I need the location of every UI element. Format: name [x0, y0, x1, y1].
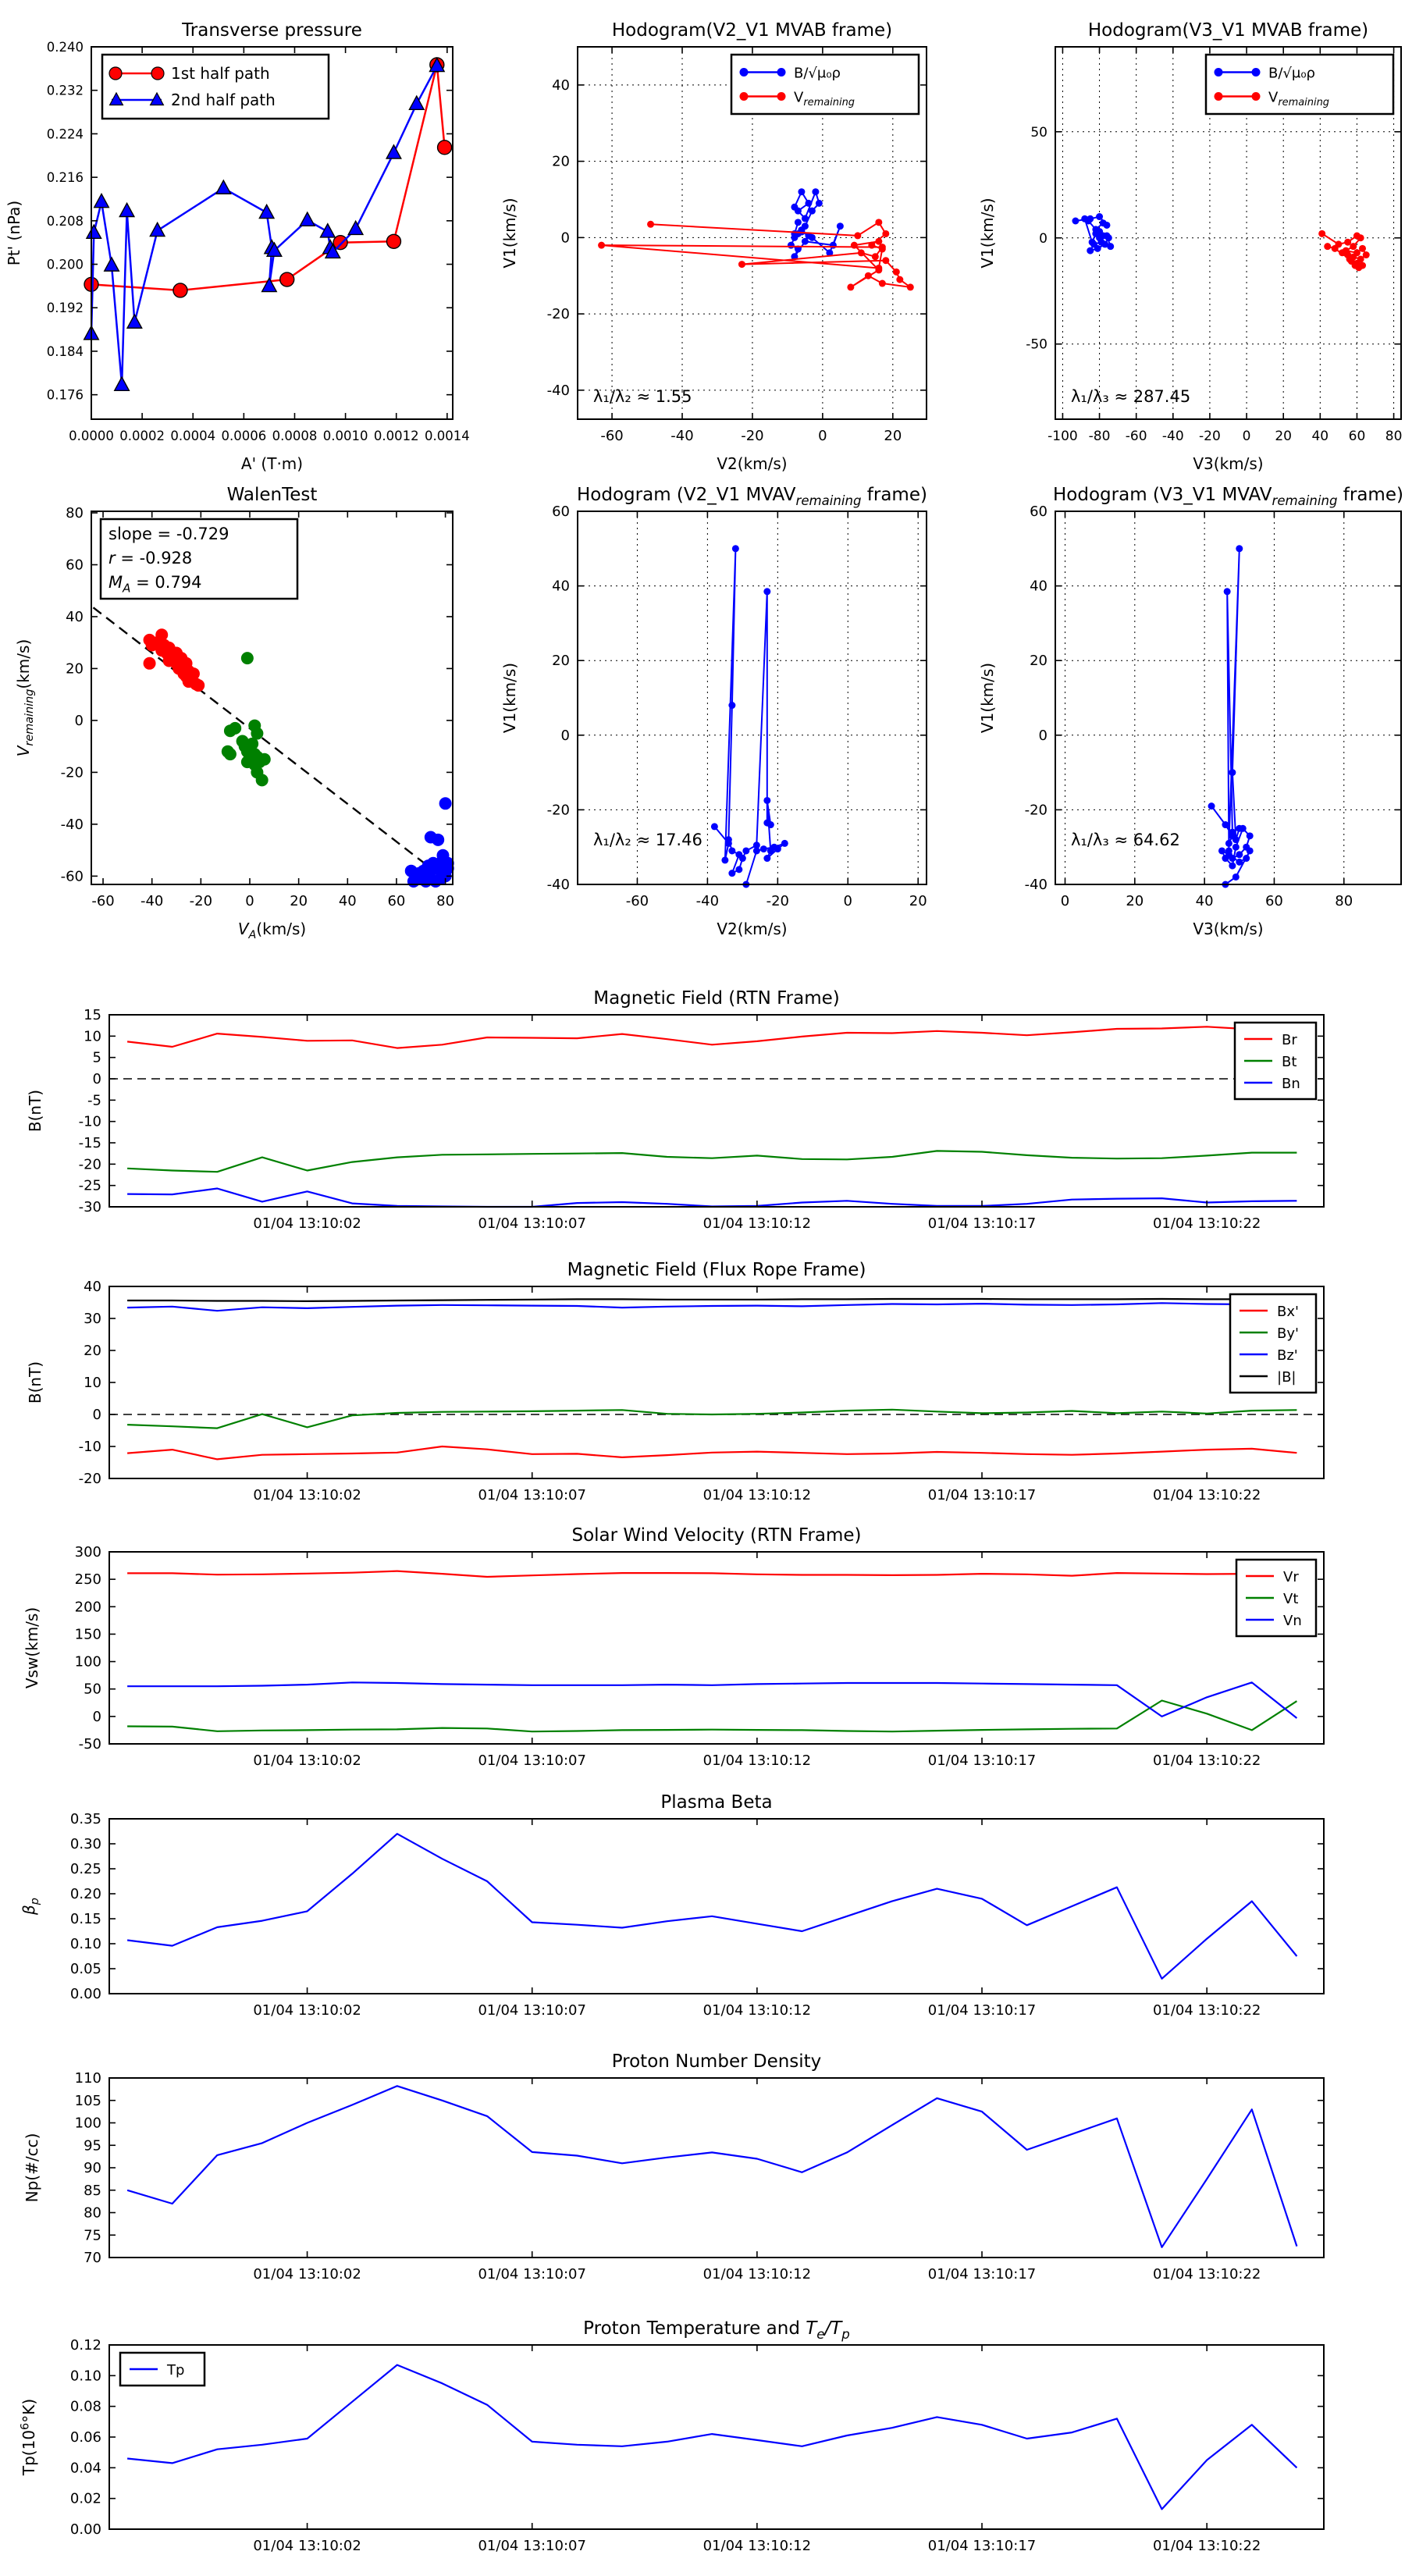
x-tick-label: 60 [387, 893, 406, 909]
x-tick-label: 01/04 13:10:12 [702, 1752, 812, 1769]
series-Np [127, 2086, 1297, 2247]
x-tick-label: 01/04 13:10:02 [253, 1752, 361, 1769]
y-tick-label: 75 [84, 2227, 101, 2244]
y-tick-label: 0.224 [46, 126, 84, 142]
chart-title: Hodogram (V2_V1 $MVAV_{remaining}$ frame) [577, 485, 927, 508]
y-tick-label: 30 [84, 1311, 101, 1327]
x-tick-label: 01/04 13:10:07 [478, 2266, 586, 2282]
x-tick-label: -20 [189, 893, 213, 909]
y-tick-label: 0.30 [69, 1836, 101, 1852]
y-tick-label: -50 [1026, 336, 1048, 353]
x-tick-label: 01/04 13:10:12 [702, 2002, 812, 2019]
y-tick-label: -10 [78, 1439, 101, 1455]
x-tick-label: 20 [909, 893, 927, 909]
chart-magnetic-field-rtn [26, 988, 1324, 1232]
chart-proton-number-density [23, 2051, 1324, 2282]
y-tick-label: 110 [74, 2070, 101, 2087]
x-axis-label: $V_A(km/s)$ [237, 920, 307, 942]
series-Bz-prime [127, 1303, 1297, 1311]
annotation-text: slope = -0.729 [108, 525, 229, 543]
y-tick-label: 0.04 [69, 2460, 101, 2477]
legend-label: Bt [1282, 1054, 1297, 1070]
x-tick-label: -60 [600, 428, 624, 444]
legend-label: Vt [1283, 1591, 1299, 1607]
x-tick-label: 01/04 13:10:12 [702, 2266, 812, 2282]
y-tick-label: 20 [552, 653, 570, 670]
legend-label: Br [1282, 1032, 1297, 1048]
x-tick-label: 01/04 13:10:12 [702, 1487, 812, 1503]
y-tick-label: 0 [92, 1071, 101, 1087]
y-tick-label: -10 [78, 1113, 101, 1130]
y-axis-label: B(nT) [26, 1089, 44, 1133]
legend-label: |B| [1277, 1369, 1297, 1386]
y-tick-label: 0.10 [69, 2368, 101, 2385]
annotation-text: λ₁/λ₃ ≈ 287.45 [1071, 387, 1191, 406]
y-tick-label: -50 [78, 1736, 101, 1752]
x-tick-label: 0 [1242, 429, 1251, 444]
y-tick-label: 40 [552, 578, 570, 595]
y-tick-label: 60 [1030, 503, 1048, 520]
y-tick-label: 0 [74, 712, 84, 729]
x-tick-label: 01/04 13:10:22 [1152, 1752, 1261, 1769]
chart-transverse-pressure [5, 20, 470, 473]
y-tick-label: 0.192 [46, 301, 84, 316]
chart-title: Proton Number Density [611, 2051, 822, 2072]
x-tick-label: -60 [91, 893, 115, 909]
x-tick-label: 20 [884, 428, 902, 444]
x-axis-label: A' (T·m) [240, 454, 304, 473]
y-tick-label: 0.00 [69, 1986, 101, 2002]
y-tick-label: 15 [84, 1007, 101, 1023]
series-Bn [127, 1189, 1297, 1208]
x-tick-label: 0.0008 [272, 429, 318, 443]
y-tick-label: 100 [74, 1653, 101, 1670]
chart-title: Hodogram(V2_V1 MVAB frame) [611, 20, 893, 41]
x-tick-label: 40 [1311, 429, 1329, 444]
y-tick-label: 80 [84, 2204, 101, 2222]
y-axis-label: V1(km/s) [978, 662, 997, 734]
y-tick-label: 0.176 [46, 387, 84, 403]
x-tick-label: 01/04 13:10:17 [927, 1487, 1037, 1503]
x-tick-label: -40 [695, 893, 720, 909]
y-tick-label: 85 [84, 2182, 101, 2199]
y-tick-label: 0.12 [69, 2337, 101, 2354]
y-axis-label: V1(km/s) [978, 197, 997, 269]
y-tick-label: 250 [74, 1571, 101, 1589]
y-tick-label: -60 [60, 868, 84, 885]
x-tick-label: -40 [670, 428, 694, 444]
y-tick-label: 70 [84, 2250, 101, 2266]
x-tick-label: 20 [290, 893, 308, 909]
x-tick-label: 01/04 13:10:07 [478, 1752, 586, 1769]
x-tick-label: 0 [245, 893, 254, 909]
y-tick-label: 0 [1039, 230, 1048, 247]
y-tick-label: 0.35 [69, 1811, 101, 1827]
x-tick-label: 01/04 13:10:17 [927, 2538, 1037, 2554]
x-tick-label: 01/04 13:10:17 [927, 2002, 1037, 2019]
y-tick-label: 0.25 [69, 1861, 101, 1877]
x-axis-label: V3(km/s) [1193, 920, 1264, 938]
chart-title: Hodogram(V3_V1 MVAB frame) [1087, 20, 1369, 41]
x-tick-label: 80 [1385, 429, 1403, 444]
chart-hodogram-v2v1-mvab [500, 20, 927, 473]
x-tick-label: 01/04 13:10:02 [253, 2538, 361, 2554]
chart-title: Hodogram (V3_V1 $MVAV_{remaining}$ frame) [1053, 485, 1403, 508]
x-tick-label: 01/04 13:10:22 [1152, 1487, 1261, 1503]
y-tick-label: 0 [92, 1407, 101, 1423]
series-Bx-prime [127, 1446, 1297, 1459]
x-tick-label: 60 [1348, 429, 1366, 444]
x-tick-label: 01/04 13:10:22 [1152, 2002, 1261, 2019]
chart-proton-temperature [19, 2318, 1324, 2554]
y-tick-label: 0.184 [46, 343, 84, 359]
y-axis-label: V1(km/s) [500, 662, 519, 734]
y-axis-label: $Tp(10^6^\circ K)$ [19, 2398, 38, 2476]
y-tick-label: 100 [74, 2115, 101, 2132]
y-tick-label: 0 [1038, 727, 1048, 744]
annotation-text: λ₁/λ₃ ≈ 64.62 [1071, 831, 1180, 849]
series-Br [127, 1026, 1297, 1048]
y-tick-label: -40 [60, 816, 84, 833]
y-tick-label: -40 [1024, 877, 1048, 893]
x-tick-label: 20 [1126, 893, 1144, 909]
legend-label: Bx' [1277, 1304, 1299, 1320]
y-tick-label: -40 [546, 877, 570, 893]
y-tick-label: 0.05 [69, 1961, 101, 1977]
x-tick-label: 01/04 13:10:07 [478, 2002, 586, 2019]
x-tick-label: 0.0006 [221, 429, 267, 443]
y-tick-label: 0.06 [69, 2429, 101, 2446]
y-axis-label: V1(km/s) [500, 197, 519, 269]
series-v-remaining-path [714, 549, 784, 884]
x-tick-label: 80 [1335, 893, 1353, 909]
y-tick-label: 300 [74, 1544, 101, 1560]
legend-label: Bn [1282, 1076, 1300, 1092]
y-tick-label: -30 [78, 1199, 101, 1215]
y-tick-label: 0 [560, 229, 570, 247]
x-tick-label: 01/04 13:10:12 [702, 1215, 812, 1232]
y-tick-label: 0.240 [46, 40, 84, 55]
y-tick-label: -15 [78, 1135, 101, 1151]
x-tick-label: -60 [625, 893, 649, 909]
x-tick-label: 0 [843, 893, 852, 909]
y-tick-label: 20 [1030, 653, 1048, 670]
y-tick-label: 150 [74, 1626, 101, 1643]
series-Bt [127, 1151, 1297, 1172]
annotation-text: r = -0.928 [108, 549, 193, 568]
x-tick-label: -20 [741, 428, 764, 444]
y-tick-label: 0.10 [69, 1936, 101, 1952]
x-tick-label: 01/04 13:10:02 [253, 1487, 361, 1503]
y-tick-label: 0.00 [69, 2521, 101, 2538]
x-tick-label: 0 [1060, 893, 1070, 909]
y-axis-label: Pt' (nPa) [5, 200, 23, 266]
x-tick-label: 01/04 13:10:12 [702, 2538, 812, 2554]
y-tick-label: -20 [1024, 802, 1048, 819]
x-tick-label: 0 [818, 428, 827, 444]
x-tick-label: 80 [436, 893, 455, 909]
legend-label: Vn [1283, 1613, 1302, 1629]
x-tick-label: 0.0010 [322, 429, 368, 443]
y-tick-label: -40 [546, 382, 570, 399]
y-tick-label: 10 [84, 1375, 101, 1391]
legend-label: $V_{remaining}$ [794, 89, 855, 109]
y-tick-label: -20 [78, 1156, 101, 1173]
x-tick-label: 40 [338, 893, 357, 909]
y-tick-label: 90 [84, 2160, 101, 2176]
y-tick-label: -20 [546, 802, 570, 819]
y-axis-label: Np(#/cc) [23, 2133, 41, 2203]
chart-solar-wind-velocity [23, 1525, 1324, 1769]
y-tick-label: 0 [92, 1708, 101, 1725]
legend-label: 1st half path [171, 64, 270, 83]
x-tick-label: 0.0014 [424, 429, 470, 443]
chart-title: Transverse pressure [182, 20, 362, 41]
chart-hodogram-v2v1-mvav [500, 485, 927, 938]
y-axis-label: $\beta_p$ [20, 1898, 42, 1915]
x-tick-label: 0.0004 [170, 429, 216, 443]
x-tick-label: 01/04 13:10:22 [1152, 1215, 1261, 1232]
x-tick-label: 0.0000 [69, 429, 114, 443]
series-Vn [127, 1682, 1297, 1718]
y-axis-label: Vsw(km/s) [23, 1606, 41, 1689]
x-tick-label: 01/04 13:10:07 [478, 1215, 586, 1232]
legend-label: 2nd half path [171, 91, 276, 109]
chart-magnetic-field-flux-rope [26, 1260, 1324, 1503]
x-tick-label: 01/04 13:10:02 [253, 2002, 361, 2019]
x-axis-label: V2(km/s) [717, 920, 788, 938]
y-tick-label: 20 [66, 660, 84, 678]
y-tick-label: -20 [78, 1471, 101, 1487]
chart-title: WalenTest [226, 485, 318, 505]
x-axis-label: V3(km/s) [1193, 454, 1264, 473]
legend-label: B/√μ₀ρ [1268, 65, 1315, 82]
legend-label: Vr [1283, 1569, 1299, 1585]
x-tick-label: -80 [1088, 429, 1111, 444]
series-B-magnitude [127, 1299, 1297, 1301]
y-tick-label: 0.08 [69, 2398, 101, 2415]
series-Tp [127, 2365, 1297, 2510]
x-tick-label: 0.0002 [119, 429, 165, 443]
y-tick-label: 0.02 [69, 2490, 101, 2507]
y-tick-label: 40 [552, 76, 570, 94]
series-Vr [127, 1571, 1297, 1577]
series-fit-line [94, 607, 448, 881]
x-tick-label: 01/04 13:10:02 [253, 1215, 361, 1232]
legend-label: B/√μ₀ρ [794, 65, 841, 82]
x-tick-label: -40 [1161, 429, 1184, 444]
y-tick-label: 105 [74, 2092, 101, 2109]
y-tick-label: 50 [84, 1681, 101, 1698]
y-tick-label: 0.208 [46, 213, 84, 229]
x-tick-label: 01/04 13:10:17 [927, 1752, 1037, 1769]
x-tick-label: -20 [1199, 429, 1221, 444]
y-tick-label: 95 [84, 2137, 101, 2154]
y-tick-label: 50 [1030, 124, 1048, 141]
chart-title: Solar Wind Velocity (RTN Frame) [571, 1525, 862, 1546]
x-tick-label: 01/04 13:10:17 [927, 2266, 1037, 2282]
x-tick-label: 0.0012 [373, 429, 419, 443]
y-tick-label: 80 [66, 504, 84, 521]
legend-label: $V_{remaining}$ [1268, 89, 1330, 109]
y-tick-label: -20 [546, 306, 570, 323]
chart-title: Magnetic Field (RTN Frame) [593, 988, 840, 1009]
y-tick-label: 0.232 [46, 83, 84, 98]
x-tick-label: 20 [1275, 429, 1293, 444]
series-By-prime [127, 1410, 1297, 1429]
y-tick-label: 40 [84, 1279, 101, 1295]
y-tick-label: 0 [560, 727, 570, 744]
y-tick-label: 0.216 [46, 170, 84, 186]
legend-box [1230, 1294, 1316, 1393]
y-tick-label: 20 [552, 153, 570, 170]
chart-title: Plasma Beta [660, 1792, 773, 1813]
chart-hodogram-v3v1-mvab [978, 20, 1402, 473]
chart-plasma-beta [20, 1792, 1324, 2019]
y-tick-label: -25 [78, 1177, 101, 1194]
series-beta-p [127, 1834, 1297, 1979]
y-tick-label: 0.20 [69, 1886, 101, 1902]
y-tick-label: 40 [66, 608, 84, 625]
y-tick-label: 10 [84, 1028, 101, 1045]
y-tick-label: -20 [60, 764, 84, 781]
y-tick-label: 20 [84, 1343, 101, 1359]
x-axis-label: V2(km/s) [717, 454, 788, 473]
x-tick-label: -40 [140, 893, 164, 909]
y-tick-label: 5 [92, 1049, 101, 1066]
y-tick-label: 60 [552, 503, 570, 520]
x-tick-label: 01/04 13:10:07 [478, 2538, 586, 2554]
x-tick-label: 40 [1195, 893, 1214, 909]
y-axis-label: $V_{remaining}(km/s)$ [14, 639, 37, 757]
legend-label: Tp [167, 2362, 185, 2379]
chart-walen-test [14, 485, 454, 941]
chart-title: Magnetic Field (Flux Rope Frame) [567, 1260, 866, 1280]
x-tick-label: -60 [1125, 429, 1147, 444]
x-tick-label: 60 [1264, 893, 1283, 909]
x-tick-label: 01/04 13:10:07 [478, 1487, 586, 1503]
y-tick-label: -5 [87, 1092, 101, 1109]
legend-label: By' [1277, 1325, 1299, 1342]
annotation-text: $M_A = 0.794$ [108, 573, 202, 596]
x-tick-label: 01/04 13:10:02 [253, 2266, 361, 2282]
annotation-text: λ₁/λ₂ ≈ 17.46 [593, 831, 702, 849]
y-tick-label: 200 [74, 1599, 101, 1616]
x-tick-label: 01/04 13:10:22 [1152, 2538, 1261, 2554]
x-tick-label: -20 [766, 893, 790, 909]
y-tick-label: 0.200 [46, 257, 84, 272]
y-tick-label: 60 [66, 557, 84, 574]
annotation-text: λ₁/λ₂ ≈ 1.55 [593, 387, 692, 406]
chart-hodogram-v3v1-mvav [978, 485, 1403, 938]
x-tick-label: -100 [1048, 429, 1078, 444]
x-tick-label: 01/04 13:10:22 [1152, 2266, 1261, 2282]
y-tick-label: 40 [1030, 578, 1048, 595]
y-tick-label: 0.15 [69, 1911, 101, 1927]
chart-title: Proton Temperature and $T_e/T_p$ [583, 2318, 850, 2342]
x-tick-label: 01/04 13:10:17 [927, 1215, 1037, 1232]
series-Vt [127, 1701, 1297, 1732]
legend-label: Bz' [1277, 1347, 1298, 1364]
y-axis-label: B(nT) [26, 1361, 44, 1404]
